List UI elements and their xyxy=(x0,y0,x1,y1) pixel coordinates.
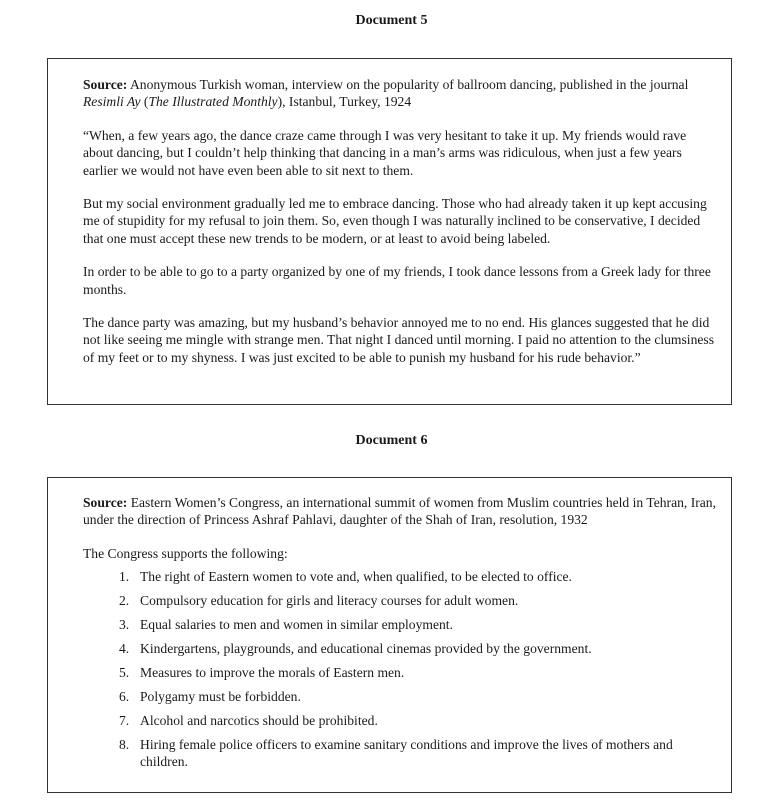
resolution-intro: The Congress supports the following: xyxy=(83,545,288,561)
list-item xyxy=(119,688,719,705)
item-text: Alcohol and narcotics should be prohibited. xyxy=(140,713,378,729)
document-6-source xyxy=(83,494,719,529)
quote-paragraph: The dance party was amazing, but my husband’s behavior annoyed me to no end. His glances suggested that he did not like seeing me mingle with strange men. That night I danced until morning. I paid no attention to the clumsiness of my feet or to my shyness. I was just excited to be able to punish my husband for his rude behavior.” xyxy=(83,315,714,365)
source-text: ), Istanbul, Turkey, 1924 xyxy=(277,94,412,110)
source-text: Anonymous Turkish woman, interview on the popularity of ballroom dancing, published in the journal xyxy=(127,77,689,92)
source-text: Eastern Women’s Congress, an international summit of women from Muslim countries held in Tehran, Iran, under the direction of Princess Ashraf Pahlavi, daughter of the Shah of Iran, resolution, 1932 xyxy=(83,495,716,528)
document-5-box xyxy=(47,58,732,405)
item-text: Hiring female police officers to examine sanitary conditions and improve the lives of mothers and children. xyxy=(140,737,673,770)
quote-paragraph: “When, a few years ago, the dance craze came through I was very hesitant to take it up. My friends would rave about dancing, but I couldn’t help thinking that dancing in a man’s arms was ridiculous, when just a few years earlier we would not have even been able to sit next to them. xyxy=(83,127,687,178)
item-number: 6. xyxy=(119,689,130,705)
list-item xyxy=(119,712,719,729)
item-text: Polygamy must be forbidden. xyxy=(140,689,301,705)
item-text: Kindergartens, playgrounds, and educational cinemas provided by the government. xyxy=(140,641,592,657)
list-item xyxy=(119,640,719,657)
item-text: Equal salaries to men and women in similar employment. xyxy=(140,617,453,633)
item-number: 3. xyxy=(119,617,130,633)
list-item xyxy=(119,592,719,609)
item-text: Compulsory education for girls and literacy courses for adult women. xyxy=(140,593,519,609)
list-item xyxy=(119,736,719,770)
quote-paragraph: In order to be able to go to a party organized by one of my friends, I took dance lessons from a Greek lady for three months. xyxy=(83,264,711,297)
item-number: 8. xyxy=(119,737,130,753)
item-number: 1. xyxy=(119,569,130,585)
source-label: Source: xyxy=(83,495,128,510)
item-number: 7. xyxy=(119,713,130,729)
source-label: Source: xyxy=(83,77,128,92)
item-number: 5. xyxy=(119,665,130,681)
document-6-heading: Document 6 xyxy=(355,433,428,448)
list-item xyxy=(119,568,719,585)
resolution-list xyxy=(83,568,719,770)
item-number: 2. xyxy=(119,593,130,609)
quote-paragraph: But my social environment gradually led me to embrace dancing. Those who had already taken it up kept accusing me of stupidity for my refusal to join them. So, even though I was naturally inclined to be conservative, I decided that one must accept these new trends to be modern, or at least to avoid being labeled. xyxy=(83,196,707,246)
document-5-heading: Document 5 xyxy=(355,13,428,28)
list-item xyxy=(119,664,719,681)
source-text: ( xyxy=(140,94,149,110)
item-text: Measures to improve the morals of Eastern men. xyxy=(140,665,405,681)
document-5-source xyxy=(83,76,719,111)
item-number: 4. xyxy=(119,641,130,657)
list-item xyxy=(119,616,719,633)
document-6-box xyxy=(47,477,732,793)
item-text: The right of Eastern women to vote and, when qualified, to be elected to office. xyxy=(140,569,572,585)
journal-name: Resimli Ay xyxy=(83,94,141,110)
journal-translation: The Illustrated Monthly xyxy=(148,94,278,110)
